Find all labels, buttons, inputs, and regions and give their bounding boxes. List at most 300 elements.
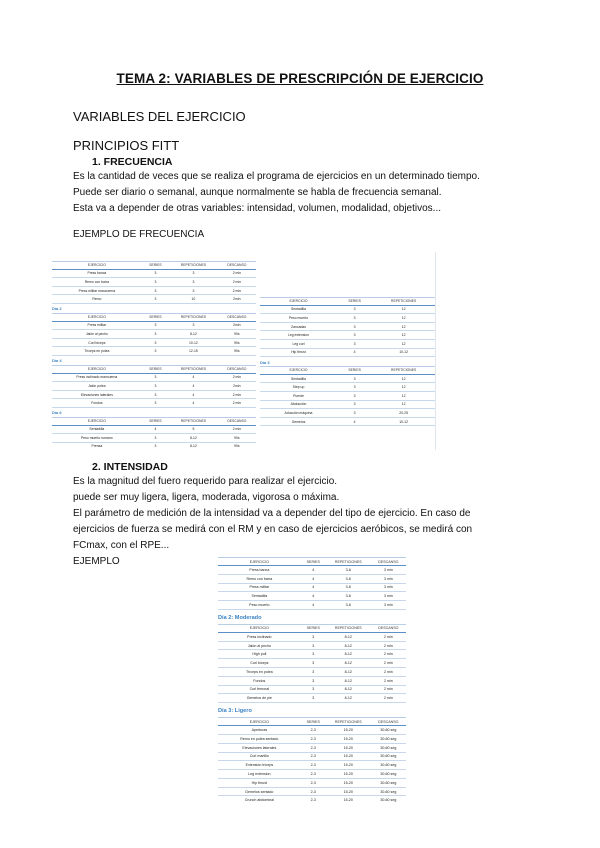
table-row <box>218 601 406 610</box>
column-header: SERIES <box>301 718 326 726</box>
table-cell: 3 min <box>371 592 406 601</box>
table-row <box>218 787 406 796</box>
table-cell: Sentadilla <box>260 305 337 314</box>
table-row <box>218 796 406 803</box>
section-heading-variables: VARIABLES DEL EJERCICIO <box>73 109 246 124</box>
table-cell: 4 <box>301 592 326 601</box>
text-line: El parámetro de medición de la intensidad va a depender del tipo de ejercicio. En caso de <box>73 508 471 519</box>
table-cell: 12 <box>372 322 435 331</box>
column-header: SERIES <box>142 262 169 270</box>
table-cell: 15-20 <box>326 787 371 796</box>
table-row <box>218 668 406 677</box>
table-cell: Press banca <box>52 269 142 278</box>
table-header-row <box>52 365 256 373</box>
table-cell: Remo con barra <box>218 574 301 583</box>
table-cell: 15-20 <box>326 734 371 743</box>
table-header-row <box>52 262 256 270</box>
table-cell: 3 min <box>371 583 406 592</box>
table-container <box>260 297 435 426</box>
column-header: SERIES <box>337 367 372 375</box>
table-cell: 4 <box>301 574 326 583</box>
table-cell: 2-3 <box>301 752 326 761</box>
table-cell: Extensión tríceps <box>218 761 301 770</box>
table-cell: Sentadilla <box>52 425 142 434</box>
table-row <box>260 391 435 400</box>
table-cell: 12 <box>372 331 435 340</box>
column-header: DESCANSO <box>371 718 406 726</box>
table-cell: Sentadilla <box>260 374 337 383</box>
table-cell: 4 <box>169 382 218 391</box>
table-cell: 3-6 <box>326 592 371 601</box>
table-cell: Sentadilla <box>218 592 301 601</box>
table-cell: 8-12 <box>326 659 371 668</box>
column-header: EJERCICIO <box>52 313 142 321</box>
table-cell: 2-3 <box>301 787 326 796</box>
table-cell: Gemelos sentado <box>218 787 301 796</box>
table-cell: 30-60 seg <box>371 770 406 779</box>
column-header: DESCANSO <box>371 558 406 566</box>
frecuencia-example-table-left <box>52 261 256 450</box>
table-cell: Crunch abdominal <box>218 796 301 803</box>
table-cell: Leg extension <box>260 331 337 340</box>
table-cell: Tríceps en polea <box>218 668 301 677</box>
table-row <box>218 641 406 650</box>
table-cell: 8-12 <box>326 676 371 685</box>
table-row <box>260 374 435 383</box>
table-row <box>260 331 435 340</box>
table-row <box>218 632 406 641</box>
exercise-table <box>218 717 406 803</box>
table-cell: 2min <box>218 321 256 330</box>
table-cell: Puente <box>260 391 337 400</box>
table-cell: 3 <box>169 278 218 287</box>
table-cell: 2-3 <box>301 761 326 770</box>
column-header: REPETICIONES <box>372 298 435 306</box>
table-row <box>52 382 256 391</box>
table-row <box>260 400 435 409</box>
table-cell: Peso muerto rumano <box>52 434 142 443</box>
frecuencia-paragraph <box>73 169 480 217</box>
table-cell: 4 <box>301 583 326 592</box>
table-cell: 3 <box>169 269 218 278</box>
table-cell: 4 <box>169 399 218 408</box>
column-header: EJERCICIO <box>218 624 301 632</box>
table-cell: Aperturas <box>218 726 301 735</box>
table-cell: 2 min <box>218 399 256 408</box>
table-row <box>218 778 406 787</box>
table-cell: 90s <box>218 434 256 443</box>
table-cell: 12 <box>372 339 435 348</box>
table-cell: Curl bíceps <box>52 338 142 347</box>
table-header-row <box>218 718 406 726</box>
table-cell: Leg curl <box>260 339 337 348</box>
table-cell: 3 <box>337 400 372 409</box>
table-cell: 3 min <box>371 574 406 583</box>
exercise-table <box>52 417 256 450</box>
column-header: REPETICIONES <box>169 313 218 321</box>
table-cell: 30-60 seg <box>371 752 406 761</box>
table-cell: 12 <box>372 305 435 314</box>
table-cell: Press inclinado <box>218 632 301 641</box>
table-cell: 3 <box>301 632 326 641</box>
table-cell: 30-60 seg <box>371 734 406 743</box>
table-header-row <box>218 624 406 632</box>
table-row <box>218 676 406 685</box>
table-row <box>52 338 256 347</box>
table-cell: 2min <box>218 382 256 391</box>
table-cell: Curl bíceps <box>218 659 301 668</box>
column-header: REPETICIONES <box>326 558 371 566</box>
exercise-table <box>52 365 256 408</box>
table-row <box>218 734 406 743</box>
table-cell: 2 min <box>371 641 406 650</box>
table-cell: 3 <box>142 373 169 382</box>
column-header: EJERCICIO <box>218 558 301 566</box>
table-cell: 2-3 <box>301 796 326 803</box>
table-cell: 4 <box>142 425 169 434</box>
table-row <box>218 592 406 601</box>
table-row <box>260 409 435 418</box>
table-cell: 15-20 <box>326 752 371 761</box>
text-line: Esta va a depender de otras variables: intensidad, volumen, modalidad, objetivos... <box>73 203 441 214</box>
text-line: puede ser muy ligera, ligera, moderada, vigorosa o máxima. <box>73 492 340 503</box>
table-row <box>52 399 256 408</box>
table-cell: 2min <box>218 295 256 304</box>
table-container <box>218 557 406 803</box>
text-line: Puede ser diario o semanal, aunque normalmente se habla de frecuencia semanal. <box>73 187 442 198</box>
table-row <box>260 348 435 357</box>
table-container <box>52 261 256 450</box>
table-header-row <box>52 313 256 321</box>
table-cell: 3 <box>301 685 326 694</box>
table-cell: 3 <box>301 659 326 668</box>
table-cell: 2 min <box>218 425 256 434</box>
table-cell: Curl martillo <box>218 752 301 761</box>
table-cell: Elevaciones laterales <box>218 743 301 752</box>
table-cell: Press inclinado mancuerna <box>52 373 142 382</box>
table-cell: 3 <box>301 694 326 703</box>
column-header: REPETICIONES <box>169 365 218 373</box>
table-cell: 3 <box>337 305 372 314</box>
table-header-row <box>52 417 256 425</box>
table-cell: 4 <box>337 417 372 426</box>
table-cell: 8-12 <box>169 330 218 339</box>
table-cell: 3 <box>142 434 169 443</box>
example-label: EJEMPLO <box>73 556 120 567</box>
table-cell: 12-15 <box>169 347 218 356</box>
table-cell: Press banca <box>218 566 301 575</box>
table-cell: 30-60 seg <box>371 796 406 803</box>
section-heading-fitt: PRINCIPIOS FITT <box>73 138 180 153</box>
column-header: EJERCICIO <box>218 718 301 726</box>
table-cell: 5 <box>169 425 218 434</box>
table-cell: 3-6 <box>326 601 371 610</box>
heading-intensidad: 2. INTENSIDAD <box>92 461 168 473</box>
table-cell: Remo en polea sentado <box>218 734 301 743</box>
table-cell: 2-3 <box>301 778 326 787</box>
column-header: EJERCICIO <box>260 298 337 306</box>
table-cell: 3 <box>142 330 169 339</box>
table-cell: 90s <box>218 338 256 347</box>
table-row <box>218 583 406 592</box>
table-cell: 2 min <box>371 676 406 685</box>
table-cell: 2 min <box>371 632 406 641</box>
intensidad-paragraph <box>73 474 472 570</box>
table-cell: Step up <box>260 383 337 392</box>
table-cell: 3 <box>142 382 169 391</box>
table-cell: 2 min <box>218 390 256 399</box>
table-cell: 10-12 <box>372 417 435 426</box>
table-cell: 4 <box>301 566 326 575</box>
table-row <box>52 390 256 399</box>
table-row <box>52 330 256 339</box>
table-cell: 15-20 <box>326 761 371 770</box>
table-row <box>52 442 256 450</box>
day-label: Día 6 <box>52 410 62 416</box>
table-cell: 2 min <box>218 269 256 278</box>
table-cell: 20-25 <box>372 409 435 418</box>
table-cell: 2 min <box>371 659 406 668</box>
table-cell: 3 <box>142 269 169 278</box>
column-header: EJERCICIO <box>52 365 142 373</box>
table-cell: 3 <box>169 286 218 295</box>
table-cell: 30-60 seg <box>371 761 406 770</box>
table-cell: 8-12 <box>326 650 371 659</box>
table-cell: 3 <box>337 374 372 383</box>
table-cell: 90s <box>218 347 256 356</box>
table-cell: 2-3 <box>301 770 326 779</box>
table-cell: 3 <box>337 391 372 400</box>
table-cell: 12 <box>372 383 435 392</box>
column-header: REPETICIONES <box>326 624 371 632</box>
table-cell: 8-12 <box>326 668 371 677</box>
table-cell: 3 <box>142 442 169 450</box>
table-row <box>52 434 256 443</box>
day-label: Día 3: Ligero <box>218 708 252 715</box>
table-cell: Press militar <box>52 321 142 330</box>
text-line: FCmax, con el RPE... <box>73 540 170 551</box>
table-cell: Aducción máquina <box>260 409 337 418</box>
table-cell: 15-20 <box>326 778 371 787</box>
table-header-row <box>260 298 435 306</box>
table-row <box>218 659 406 668</box>
table-cell: 90s <box>218 330 256 339</box>
column-header: REPETICIONES <box>326 718 371 726</box>
table-cell: 3-6 <box>326 566 371 575</box>
table-cell: 30-60 seg <box>371 787 406 796</box>
table-cell: 4 <box>169 390 218 399</box>
table-cell: 3 <box>337 409 372 418</box>
table-cell: Press militar mancuerna <box>52 286 142 295</box>
text-line: ejercicios de fuerza se medirá con el RM y en caso de ejercicios aeróbicos, se medirá con <box>73 524 473 535</box>
table-cell: 10-12 <box>372 348 435 357</box>
table-cell: Press militar <box>218 583 301 592</box>
table-cell: Remo <box>52 295 142 304</box>
table-cell: Zancadas <box>260 322 337 331</box>
table-row <box>218 743 406 752</box>
exercise-table <box>260 366 435 426</box>
exercise-table <box>218 624 406 703</box>
table-cell: 3 min <box>371 601 406 610</box>
table-cell: 3-6 <box>326 574 371 583</box>
column-header: EJERCICIO <box>52 262 142 270</box>
table-cell: 3 <box>142 399 169 408</box>
table-cell: 8-12 <box>169 434 218 443</box>
column-header: DESCANSO <box>218 417 256 425</box>
table-cell: Hip thrust <box>260 348 337 357</box>
page-title: TEMA 2: VARIABLES DE PRESCRIPCIÓN DE EJERCICIO <box>116 71 484 86</box>
table-cell: Gemelos de pie <box>218 694 301 703</box>
table-row <box>52 373 256 382</box>
table-cell: Jalón al pecho <box>218 641 301 650</box>
table-row <box>52 278 256 287</box>
table-cell: 12 <box>372 374 435 383</box>
table-cell: Tríceps en polea <box>52 347 142 356</box>
table-cell: 3 <box>142 286 169 295</box>
table-cell: 2 min <box>371 694 406 703</box>
column-header: DESCANSO <box>371 624 406 632</box>
table-row <box>218 566 406 575</box>
column-header: SERIES <box>142 313 169 321</box>
table-cell: 10 <box>169 295 218 304</box>
table-cell: Peso muerto <box>218 601 301 610</box>
table-cell: 2 min <box>218 373 256 382</box>
table-cell: Hip thrust <box>218 778 301 787</box>
table-cell: 30-60 seg <box>371 743 406 752</box>
table-header-row <box>260 367 435 375</box>
table-row <box>218 574 406 583</box>
table-cell: 2 min <box>218 286 256 295</box>
column-header: REPETICIONES <box>372 367 435 375</box>
table-cell: Peso muerto <box>260 314 337 323</box>
table-row <box>52 347 256 356</box>
table-cell: 3 <box>337 314 372 323</box>
table-cell: 12 <box>372 400 435 409</box>
table-cell: 15-20 <box>326 726 371 735</box>
table-cell: 3 <box>337 331 372 340</box>
table-cell: 8-12 <box>326 632 371 641</box>
frecuencia-example-label: EJEMPLO DE FRECUENCIA <box>73 229 205 240</box>
table-cell: 15-20 <box>326 770 371 779</box>
table-cell: 4 <box>337 348 372 357</box>
column-header: SERIES <box>142 417 169 425</box>
table-cell: 3 <box>337 322 372 331</box>
table-row <box>260 305 435 314</box>
table-row <box>260 339 435 348</box>
table-row <box>52 269 256 278</box>
text-line: Es la cantidad de veces que se realiza el programa de ejercicios en un determinado tiempo. <box>73 171 480 182</box>
table-row <box>218 726 406 735</box>
table-cell: 12 <box>372 314 435 323</box>
table-cell: 2-3 <box>301 726 326 735</box>
table-cell: 12 <box>372 391 435 400</box>
table-row <box>52 321 256 330</box>
table-cell: 8-12 <box>326 685 371 694</box>
table-cell: Prensa <box>52 442 142 450</box>
table-cell: 3 <box>142 321 169 330</box>
table-cell: 2 min <box>371 650 406 659</box>
table-cell: 10-12 <box>169 338 218 347</box>
table-row <box>218 761 406 770</box>
table-cell: 3 <box>142 295 169 304</box>
table-cell: 2 min <box>371 668 406 677</box>
table-cell: 3 <box>301 650 326 659</box>
table-cell: Jalón polea <box>52 382 142 391</box>
table-row <box>260 314 435 323</box>
column-header: REPETICIONES <box>169 417 218 425</box>
table-row <box>52 425 256 434</box>
table-row <box>218 752 406 761</box>
table-cell: 15-20 <box>326 796 371 803</box>
table-cell: 30-60 seg <box>371 726 406 735</box>
exercise-table <box>260 297 435 357</box>
table-cell: Leg extension <box>218 770 301 779</box>
table-header-row <box>218 558 406 566</box>
image-spacer <box>260 252 435 297</box>
table-row <box>218 770 406 779</box>
table-cell: 8-12 <box>169 442 218 450</box>
column-header: EJERCICIO <box>260 367 337 375</box>
heading-frecuencia: 1. FRECUENCIA <box>92 156 173 168</box>
table-cell: Curl femoral <box>218 685 301 694</box>
table-cell: 90s <box>218 442 256 450</box>
table-cell: Elevaciones laterales <box>52 390 142 399</box>
table-cell: 3 <box>301 668 326 677</box>
table-cell: Remo con barra <box>52 278 142 287</box>
table-cell: 3 min <box>371 566 406 575</box>
table-cell: 30-60 seg <box>371 778 406 787</box>
column-header: SERIES <box>142 365 169 373</box>
table-cell: 3 <box>301 641 326 650</box>
intensidad-example-table <box>218 557 406 803</box>
column-header: DESCANSO <box>218 365 256 373</box>
table-cell: 3 <box>337 339 372 348</box>
frecuencia-example-table-right <box>260 252 436 450</box>
table-cell: 2-3 <box>301 734 326 743</box>
table-cell: 8-12 <box>326 641 371 650</box>
table-row <box>260 322 435 331</box>
text-line: Es la magnitud del fuero requerido para realizar el ejercicio. <box>73 476 338 487</box>
table-cell: Gemelos <box>260 417 337 426</box>
exercise-table <box>52 313 256 356</box>
column-header: SERIES <box>301 624 326 632</box>
day-label: Día 4 <box>52 358 62 364</box>
exercise-table <box>52 261 256 304</box>
table-cell: 2-3 <box>301 743 326 752</box>
table-cell: High pull <box>218 650 301 659</box>
table-cell: 3-6 <box>326 583 371 592</box>
column-header: EJERCICIO <box>52 417 142 425</box>
table-cell: Jalón al pecho <box>52 330 142 339</box>
table-row <box>52 286 256 295</box>
column-header: SERIES <box>337 298 372 306</box>
table-cell: 3 <box>142 347 169 356</box>
day-label: Día 2: Moderado <box>218 614 262 621</box>
table-cell: Abducción <box>260 400 337 409</box>
table-cell: 3 <box>337 383 372 392</box>
table-cell: 8-12 <box>326 694 371 703</box>
column-header: DESCANSO <box>218 262 256 270</box>
column-header: SERIES <box>301 558 326 566</box>
table-row <box>260 417 435 426</box>
table-row <box>218 694 406 703</box>
day-label: Día 3 <box>260 359 270 365</box>
table-cell: 3 <box>142 338 169 347</box>
table-cell: 15-20 <box>326 743 371 752</box>
column-header: REPETICIONES <box>169 262 218 270</box>
table-cell: 3 <box>169 321 218 330</box>
table-row <box>218 685 406 694</box>
